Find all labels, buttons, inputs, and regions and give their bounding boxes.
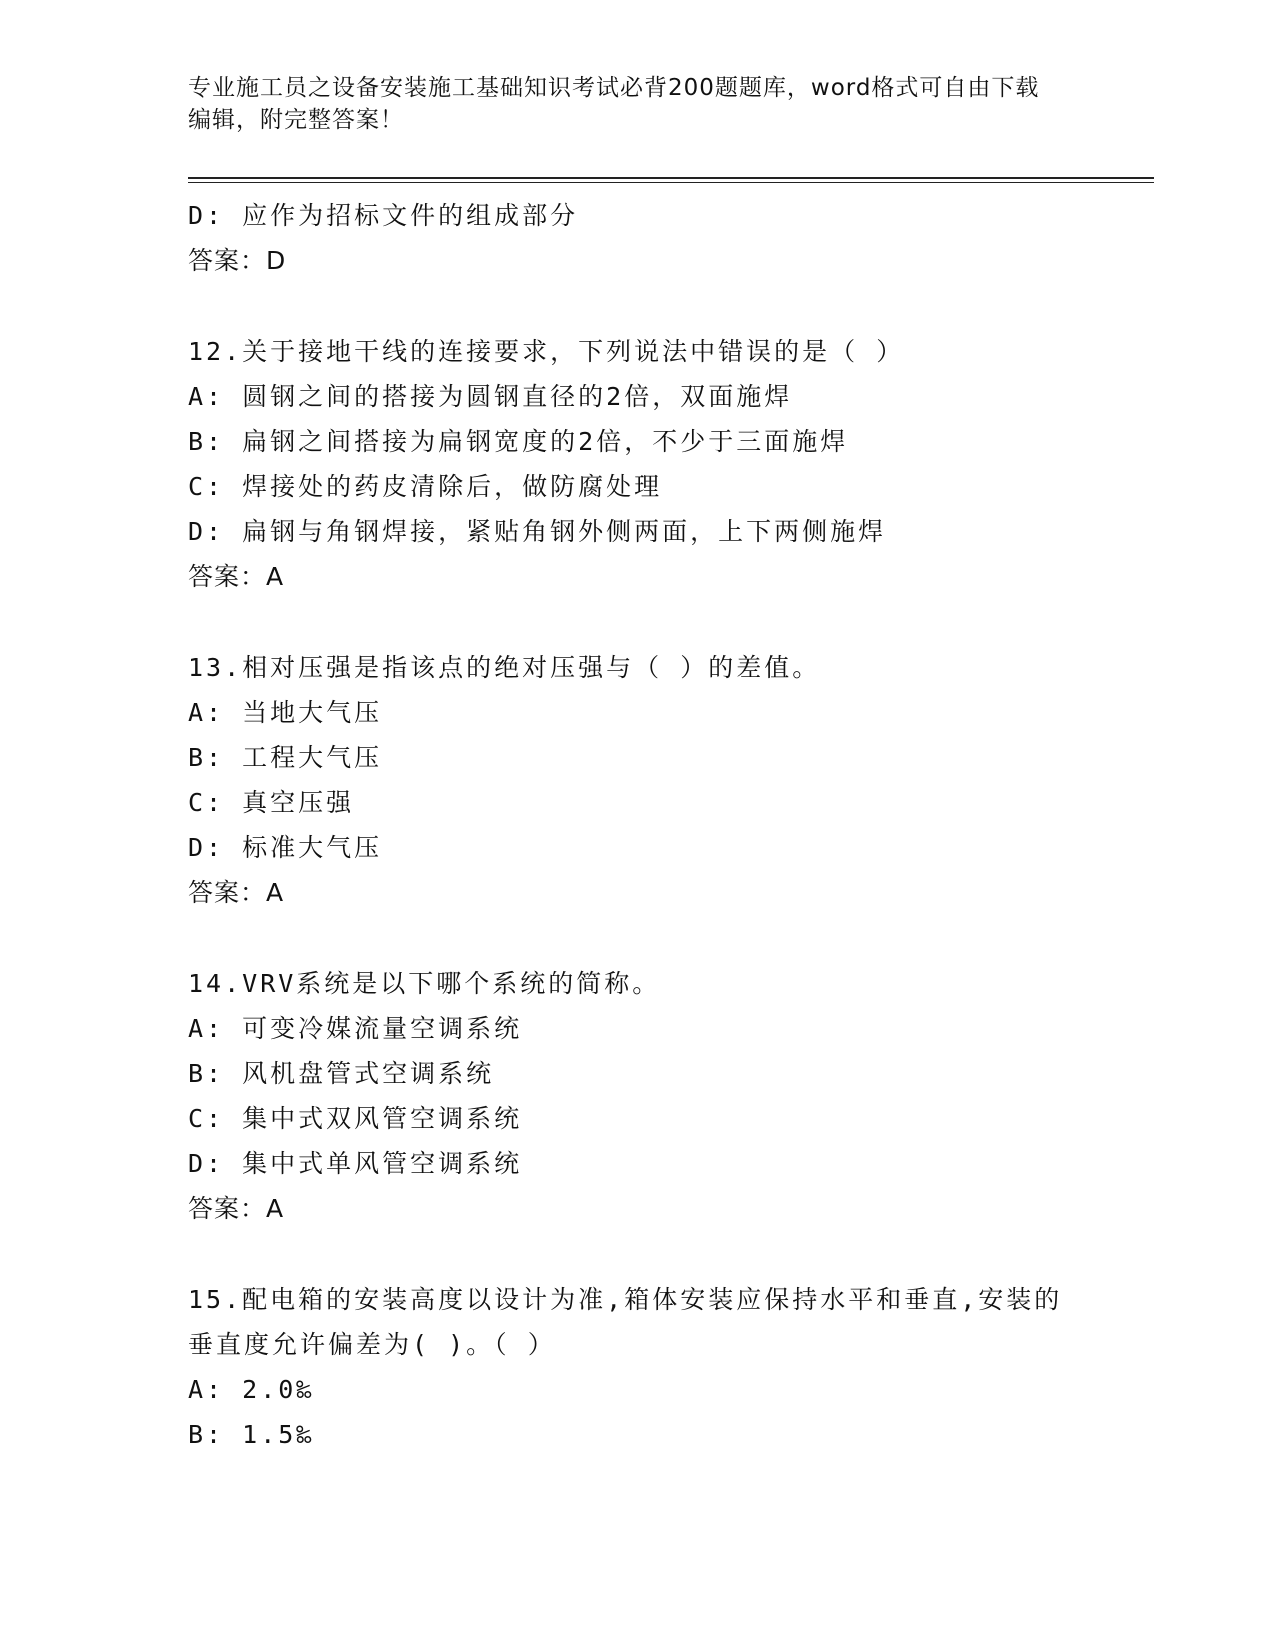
question-block-12 [188,329,1148,599]
answer-text: 答案：D [188,246,287,275]
option-d: D: 应作为招标文件的组成部分 [188,201,579,230]
answer-text: 答案：A [188,562,285,591]
option-c: C: 真空压强 [188,788,355,817]
question-text-line-1: 15.配电箱的安装高度以设计为准,箱体安装应保持水平和垂直,安装的 [188,1285,1063,1314]
answer-text: 答案：A [188,878,285,907]
option-a: A: 当地大气压 [188,698,383,727]
option-c: C: 焊接处的药皮清除后，做防腐处理 [188,472,663,501]
question-block-15 [188,1277,1148,1457]
question-block-13 [188,645,1148,915]
option-b: B: 工程大气压 [188,743,383,772]
option-b: B: 1.5‰ [188,1420,315,1449]
header-line-1: 专业施工员之设备安装施工基础知识考试必背200题题库，word格式可自由下载 [188,75,1040,101]
option-b: B: 扁钢之间搭接为扁钢宽度的2倍，不少于三面施焊 [188,427,849,456]
question-block-11 [188,193,1148,283]
question-text: 14.VRV系统是以下哪个系统的简称。 [188,969,661,998]
option-a: A: 2.0‰ [188,1375,315,1404]
header-rule-thin [188,182,1154,183]
question-text-line-2: 垂直度允许偏差为( )。（ ） [188,1330,556,1359]
question-text: 13.相对压强是指该点的绝对压强与（ ）的差值。 [188,653,821,682]
question-block-14 [188,961,1148,1231]
header-rule-thick [188,177,1154,179]
header-line-2: 编辑，附完整答案！ [188,107,404,133]
option-d: D: 扁钢与角钢焊接，紧贴角钢外侧两面，上下两侧施焊 [188,517,887,546]
option-b: B: 风机盘管式空调系统 [188,1059,495,1088]
answer-text: 答案：A [188,1194,285,1223]
option-a: A: 圆钢之间的搭接为圆钢直径的2倍，双面施焊 [188,382,793,411]
question-content [188,193,1148,1457]
document-header [188,72,1088,136]
option-d: D: 标准大气压 [188,833,383,862]
option-c: C: 集中式双风管空调系统 [188,1104,523,1133]
option-a: A: 可变冷媒流量空调系统 [188,1014,523,1043]
question-text: 12.关于接地干线的连接要求，下列说法中错误的是（ ） [188,337,905,366]
option-d: D: 集中式单风管空调系统 [188,1149,523,1178]
